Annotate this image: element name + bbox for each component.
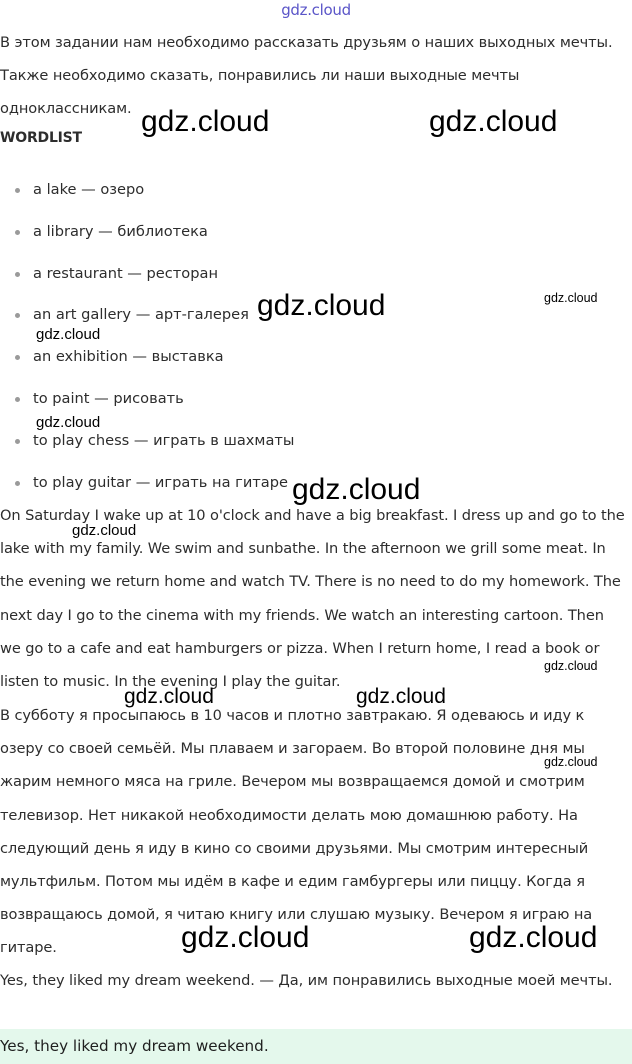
watermark: gdz.cloud [544, 659, 598, 673]
watermark: gdz.cloud [292, 473, 421, 506]
list-item-text: to paint — рисовать [33, 389, 184, 407]
watermark: gdz.cloud [429, 105, 558, 138]
bullet-icon [15, 439, 20, 444]
bullet-icon [15, 397, 20, 402]
answer-highlight-text: Yes, they liked my dream weekend. [0, 1037, 269, 1055]
list-item [0, 425, 632, 467]
intro-paragraph: В этом задании нам необходимо рассказать друзьям о наших выходных мечты. Также необходимо сказать, понравились ли наши выходные мечты одноклассникам. [0, 34, 613, 118]
bullet-icon [15, 355, 20, 360]
watermark: gdz.cloud [544, 755, 598, 769]
list-item [0, 216, 632, 258]
story-russian: В субботу я просыпаюсь в 10 часов и плотно завтракаю. Я одеваюсь и иду к озеру со своей семьёй. Мы плаваем и загораем. Во второй половине дня мы жарим немного мяса на гриле. Вечером мы возвращаемся домой и смотрим телевизор. Нет никакой необходимости делать мою домашнюю работу. На следующий день я иду в кино со своими друзьями. Мы смотрим интересный мультфильм. Потом мы идём в кафе и едим гамбургеры или пиццу. Когда я возвращаюсь домой, я читаю книгу или слушаю музыку. Вечером я играю на гитаре. [0, 707, 593, 957]
list-item [0, 174, 632, 216]
bullet-icon [15, 313, 20, 318]
wordlist-heading: WORDLIST [0, 130, 82, 146]
bullet-icon [15, 481, 20, 486]
list-item-text: a restaurant — ресторан [33, 264, 218, 282]
top-watermark: gdz.cloud [281, 1, 351, 19]
watermark: gdz.cloud [36, 414, 101, 431]
watermark: gdz.cloud [469, 921, 598, 954]
watermark: gdz.cloud [181, 921, 310, 954]
list-item-text: a lake — озеро [33, 181, 145, 198]
watermark: gdz.cloud [72, 522, 137, 539]
list-item-text: to play guitar — играть на гитаре [33, 473, 288, 491]
watermark: gdz.cloud [124, 685, 214, 708]
watermark: gdz.cloud [141, 105, 270, 138]
answer-highlight-box [0, 1029, 632, 1064]
story-english: On Saturday I wake up at 10 o'clock and have a big breakfast. I dress up and go to the lake with my family. We swim and sunbathe. In the afternoon we grill some meat. In the evening we return home and watch TV. There is no need to do my homework. The next day I go to the cinema with my friends. We watch an interesting cartoon. Then we go to a cafe and eat hamburgers or pizza. When I return home, I read a book or listen to music. In the evening I play the guitar. [0, 507, 625, 691]
bullet-icon [15, 230, 20, 235]
list-item-text: an exhibition — выставка [33, 348, 224, 366]
bullet-icon [15, 188, 20, 193]
list-item-text: a library — библиотека [33, 222, 208, 240]
watermark: gdz.cloud [544, 291, 598, 305]
list-item-text: an art gallery — арт-галерея [33, 306, 249, 324]
watermark: gdz.cloud [257, 289, 386, 322]
list-item [0, 341, 632, 383]
list-item-text: to play chess — играть в шахматы [33, 431, 295, 449]
answer-paragraph: Yes, they liked my dream weekend. — Да, им понравились выходные моей мечты. [0, 972, 613, 989]
bullet-icon [15, 272, 20, 277]
watermark: gdz.cloud [356, 685, 446, 708]
watermark: gdz.cloud [36, 326, 101, 343]
